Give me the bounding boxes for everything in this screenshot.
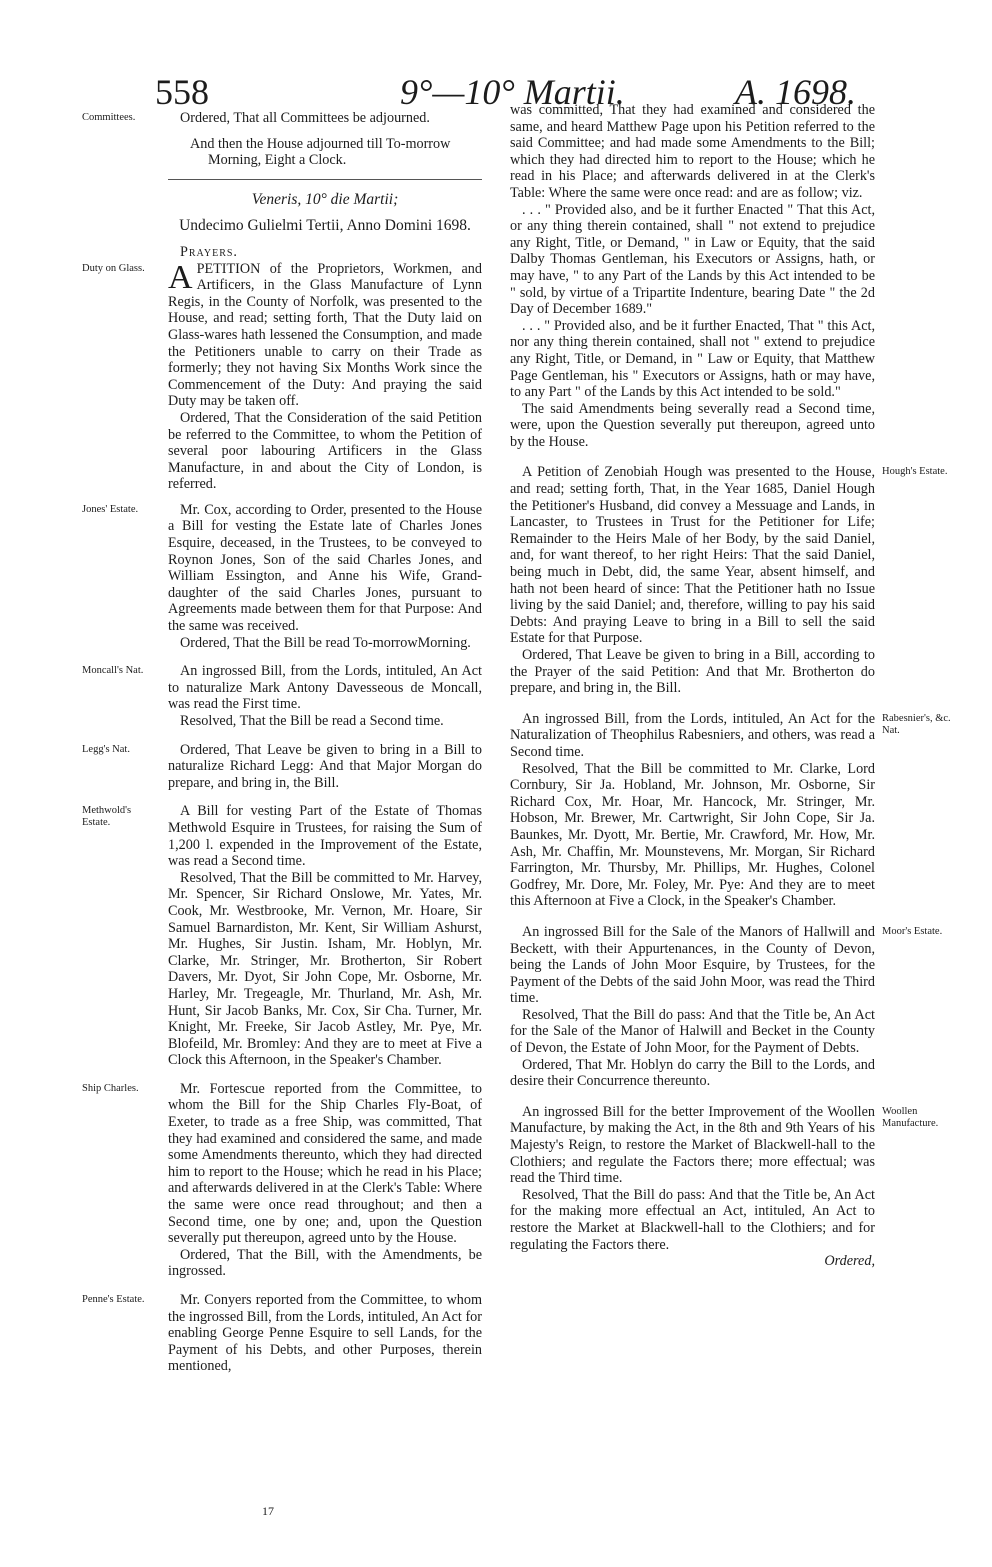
margin-note: Duty on Glass.: [82, 262, 145, 274]
penne-continued: [510, 102, 875, 450]
woollen-entry: [510, 1103, 939, 1270]
legg-entry: [82, 741, 482, 792]
paragraph: Ordered, That all Committees be adjourned.: [180, 110, 430, 126]
paragraph: An ingrossed Bill for the Sale of the Manors of Hallwill and Beckett, with their Appurtenances, in the County of Devon, being the Lands of John Moor Esquire, by Trustees, for the Payment of the Debts of the said John Moor, was read the Third time.: [510, 923, 875, 1007]
margin-note: Committees.: [82, 112, 136, 123]
paragraph: Resolved, That the Bill be read a Second time.: [180, 713, 444, 729]
adjournment-entry: [168, 136, 482, 169]
page-date: 9°—10° Martii.: [400, 72, 625, 112]
catchword: Ordered,: [824, 1253, 875, 1270]
signature-mark: 17: [262, 1504, 274, 1518]
paragraph: Ordered, That Leave be given to bring in a Bill, according to the Prayer of the said Petition: And that Mr. Brotherton do prepare, and bring in, the Bill.: [510, 647, 875, 697]
margin-note: Moncall's Nat.: [82, 665, 144, 677]
jones-entry: [82, 501, 482, 651]
margin-note: Moor's Estate.: [882, 925, 943, 937]
regnal-year: Undecimo Gulielmi Tertii, Anno Domini 1698.: [179, 217, 471, 235]
paragraph: A Petition of Zenobiah Hough was presented to the House, and read; setting forth, That, in the Year 1685, Daniel Hough the Petitioner's Husband, did convey a Messuage and Lands, in Lancaster, to Trustees in Trust for the Petitioner for Life; Remainder to the Heirs Male of her Body, by the said Daniel, and, for want thereof, to her right Heirs: That the said Daniel, being much in Debt, did, the same Year, absent himself, and hath not been heard of since: That the Petitioner hath no Issue living by the said Daniel; and, therefore, willing to pay his said Debts: And praying Leave to bring in a Bill to sell the said Estate for that Purpose.: [510, 464, 875, 647]
paragraph: Ordered, That Mr. Hoblyn do carry the Bill to the Lords, and desire their Concurrence thereunto.: [510, 1056, 875, 1090]
margin-note: Rabesnier's, &c. Nat.: [882, 712, 951, 736]
methwold-entry: [82, 803, 482, 1069]
paragraph: An ingrossed Bill for the better Improvement of the Woollen Manufacture, by making the Act, in the 8th and 9th Years of his Majesty's Reign, to restore the Market of Blackwell-hall to the Clothiers; and regulate the Factors there; more effectual; was read the Third time.: [510, 1103, 875, 1187]
margin-note: Legg's Nat.: [82, 743, 130, 755]
margin-note: Penne's Estate.: [82, 1294, 145, 1305]
section-rule: [168, 179, 482, 180]
paragraph: Resolved, That the Bill do pass: And that the Title be, An Act for the making more effectual an Act, intituled, An Act to restore the Market at Blackwell-hall to the Clothiers; and for regulating the Factors there.: [510, 1186, 875, 1253]
paragraph: Ordered, That the Bill, with the Amendments, be ingrossed.: [168, 1246, 482, 1280]
ship-entry: [82, 1080, 482, 1280]
paragraph: [168, 258, 482, 410]
paragraph: An ingrossed Bill, from the Lords, intituled, An Act to naturalize Mark Antony Davesseous de Moncall, was read the First time.: [168, 663, 482, 713]
penne-entry: [82, 1292, 482, 1375]
paragraph: Ordered, That the Consideration of the said Petition be referred to the Committee, to whom the Petition of several poor labouring Artificers in the Glass Manufacture, in and about the City of London, is referred.: [168, 409, 482, 493]
paragraph: Mr. Fortescue reported from the Committee, to whom the Bill for the Ship Charles Fly-Boat, of Exeter, to trade as a free Ship, was committed, That they had examined and considered the same, and made some Amendments thereunto, which they had directed him to report to the House; which he read in his Place; and afterwards delivered in at the Clerk's Table: Where the same were once read throughout; and then a Second time, one by one; and, upon the Question severally put thereupon, agreed unto by the House.: [168, 1080, 482, 1247]
margin-note: Ship Charles.: [82, 1082, 139, 1094]
paragraph: Ordered, That the Bill be read To-morrowMorning.: [180, 634, 471, 651]
paragraph: Resolved, That the Bill be committed to Mr. Clarke, Lord Cornbury, Sir Ja. Hobland, Mr. Johnson, Mr. Osborne, Sir Richard Cox, Mr. Hoar, Mr. Hancock, Mr. Stringer, Mr. Hobson, Mr. Brewer, Mr. Cartwright, Sir John Cope, Sir Ja. Baunkes, Mr. Dyott, Mr. Bertie, Mr. Crawford, Mr. How, Mr. Ash, Mr. Chaffin, Mr. Mounstevens, Mr. Morgan, Sir Richard Farrington, Mr. Thursby, Mr. Phillips, Mr. Hughes, Colonel Godfrey, Mr. Dore, Mr. Foley, Mr. Pye: And they are to meet this Afternoon at Five a Clock, in the Speaker's Chamber.: [510, 760, 875, 910]
moor-entry: [510, 923, 943, 1090]
committees-entry: [82, 110, 482, 127]
margin-note: Hough's Estate.: [882, 466, 948, 478]
glass-entry: [82, 258, 482, 493]
margin-note: Methwold's Estate.: [82, 805, 132, 829]
proviso: . . . " Provided also, and be it further Enacted, That " this Act, nor any thing therein contained, shall not " extend to prejudice any Right, Title, or Demand, in " Law or Equity, that Matthew Page Gentleman, his " Executors or Assigns, hath or may have, to any Part " of the Lands by this Act intended to be sold.": [510, 317, 875, 401]
hough-entry: [510, 464, 948, 697]
rabesnier-entry: [510, 710, 951, 910]
paragraph: was committed, That they had examined and considered the same, and heard Matthew Page upon his Petition referred to the said Committee; and had made some Amendments to the Bill; which they had directed him to report to the House; which he read in his Place; and afterwards delivered in at the Clerk's Table: Where the same were once read: and are as follow; viz.: [510, 102, 875, 201]
paragraph: And then the House adjourned till To-morrow Morning, Eight a Clock.: [190, 135, 451, 169]
paragraph: Mr. Conyers reported from the Committee, to whom the ingrossed Bill, from the Lords, intituled, An Act for enabling George Penne Esquire to sell Lands, for the Payment of his Debts, and other Purposes, therein mentioned,: [168, 1292, 482, 1375]
paragraph: Resolved, That the Bill be committed to Mr. Harvey, Mr. Spencer, Sir Richard Onslowe, Mr. Yates, Mr. Cook, Mr. Westbrooke, Mr. Vernon, Mr. Hoare, Sir Samuel Barnardiston, Mr. Kent, Sir William Ashurst, Mr. Hughes, Sir Justin. Isham, Mr. Hoblyn, Mr. Clarke, Mr. Stringer, Mr. Brotherton, Sir Robert Davers, Mr. Dyot, Sir John Cope, Mr. Osborne, Mr. Harley, Mr. Tregeagle, Mr. Thurland, Mr. Ash, Mr. Hunt, Sir Jacob Banks, Mr. Cox, Sir Cha. Turner, Mr. Knight, Mr. Freeke, Sir Jacob Astley, Mr. Pye, Mr. Blofeild, Mr. Bromley: And they are to meet at Five a Clock this Afternoon, in the Speaker's Chamber.: [168, 869, 482, 1069]
page-number: 558: [155, 72, 209, 112]
paragraph: Ordered, That Leave be given to bring in a Bill to naturalize Richard Legg: And that Major Morgan do prepare, and bring in, the Bill.: [168, 741, 482, 791]
day-heading: Veneris, 10° die Martii;: [251, 190, 399, 208]
paragraph: Resolved, That the Bill do pass: And that the Title be, An Act for the Sale of the Manor of Halwill and Becket in the County of Devon, the Estate of John Moor, for the Payment of Debts.: [510, 1006, 875, 1057]
proviso: . . . " Provided also, and be it further Enacted " That this Act, or any thing therein contained, shall " not extend to prejudice any Right, Title, or Demand, " in Law or Equity, that the said Dalby Thomas Gentleman, his Executors or Assigns, hath, or may have, " to any Part of the Lands by this Act intended to be " sold, by virtue of a Tripartite Indenture, bearing Date " the 2d Day of December 1689.": [510, 201, 875, 318]
drop-cap: A: [168, 258, 193, 296]
paragraph-text: PETITION of the Proprietors, Workmen, and Artificers, in the Glass Manufacture of Lynn Regis, in the County of Norfolk, was presented to the House, and read; setting forth, That the Duty laid on Glass-wares hath lessened the Consumption, and made the Petitioners unable to carry on their Trade as formerly; they not having Six Months Work since the Commencement of the Duty: And praying the said Duty may be taken off.: [168, 260, 482, 410]
margin-note: Jones' Estate.: [82, 503, 139, 515]
paragraph: A Bill for vesting Part of the Estate of Thomas Methwold Esquire in Trustees, for raising the Sum of 1,200 l. expended in the Improvement of the Estate, was read a Second time.: [168, 803, 482, 870]
left-column: [82, 110, 482, 1384]
moncall-entry: [82, 663, 482, 729]
prayers-heading: Prayers.: [180, 243, 238, 260]
right-column: [510, 102, 951, 1279]
page-year: A. 1698.: [735, 72, 856, 112]
paragraph: The said Amendments being severally read a Second time, were, upon the Question severally put thereupon, agreed unto by the House.: [510, 400, 875, 450]
paragraph: Mr. Cox, according to Order, presented to the House a Bill for vesting the Estate late of Charles Jones Esquire, deceased, in the Trustees, to be conveyed to Roynon Jones, Son of the said Charles Jones, and William Essington, and Anne his Wife, Grand-daughter of the said Charles Jones, pursuant to Agreements made between them for that Purpose: And the same was received.: [168, 501, 482, 635]
margin-note: Woollen Manufacture.: [882, 1105, 939, 1129]
paragraph: An ingrossed Bill, from the Lords, intituled, An Act for the Naturalization of Theophilus Rabesniers, and others, was read a Second time.: [510, 710, 875, 760]
